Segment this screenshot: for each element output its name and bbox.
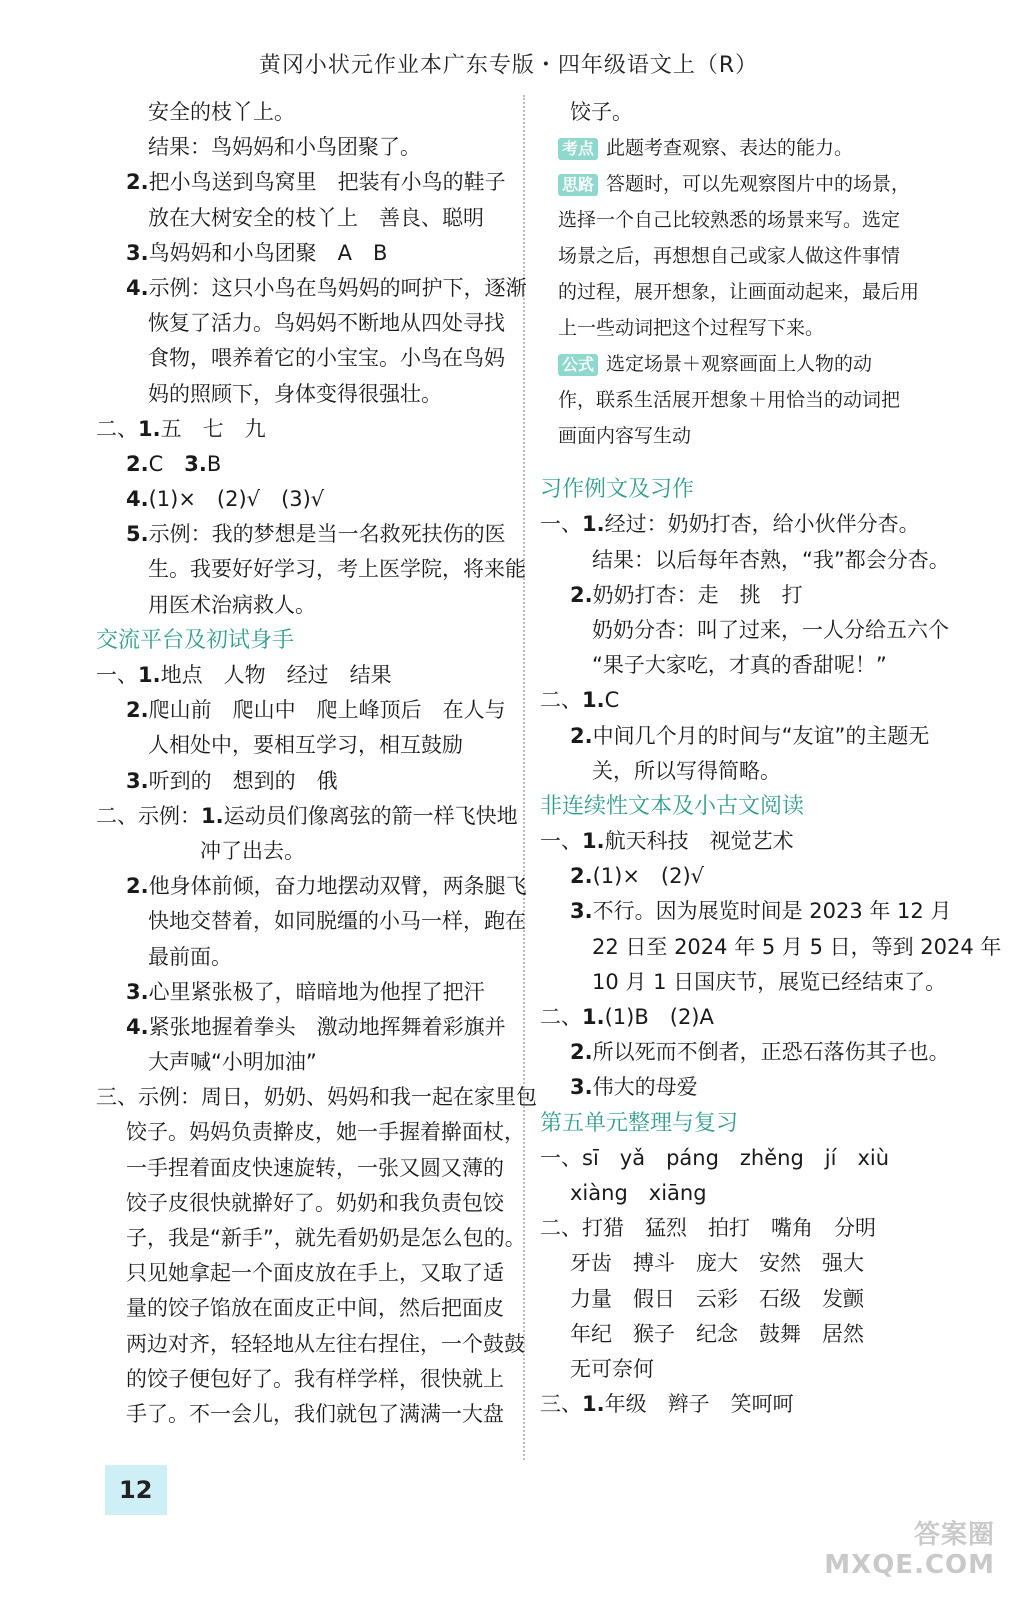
item-number: 1.	[582, 1392, 605, 1417]
left-line	[96, 588, 506, 623]
right-line	[540, 1141, 960, 1176]
line-text: 结果：以后每年杏熟，“我”都会分杏。	[592, 547, 950, 572]
left-line	[96, 517, 506, 552]
right-line	[540, 1352, 960, 1387]
tip-line	[540, 202, 960, 238]
right-line	[540, 1035, 960, 1070]
left-line	[96, 1362, 506, 1397]
left-line	[96, 1327, 525, 1362]
right-line	[540, 1211, 960, 1246]
heading-text: 交流平台及初试身手	[96, 627, 295, 653]
section-heading	[540, 1106, 960, 1141]
left-line	[96, 341, 506, 376]
right-line	[540, 1000, 960, 1035]
line-text: 力量 假日 云彩 石级 发颤	[570, 1286, 864, 1311]
section-marker: 一、	[96, 663, 138, 687]
right-line	[540, 824, 960, 859]
item-number: 3.	[184, 451, 207, 476]
line-text: 伟大的母爱	[592, 1075, 698, 1100]
line-text: 一手捏着面皮快速旋转，一张又圆又薄的	[126, 1155, 504, 1180]
left-line	[96, 693, 506, 728]
tips-box	[540, 130, 960, 454]
line-text: 生。我要好好学习，考上医学院，将来能	[148, 557, 526, 582]
line-text: 把小鸟送到鸟窝里 把装有小鸟的鞋子	[148, 170, 506, 195]
left-line	[96, 799, 518, 834]
right-line	[540, 648, 960, 683]
left-line	[96, 1151, 506, 1186]
line-text: (1)× (2)√	[592, 864, 705, 889]
line-text: 关，所以写得简略。	[592, 758, 781, 783]
section-marker: 二、	[96, 803, 138, 828]
item-number: 3.	[126, 979, 149, 1004]
right-line	[540, 683, 960, 718]
line-text: 食物，喂养着它的小宝宝。小鸟在鸟妈	[148, 346, 505, 371]
tip-text: 答题时，可以先观察图片中的场景，	[606, 173, 911, 196]
line-text: 冲了出去。	[200, 838, 305, 863]
line-text: 年级 辫子 笑呵呵	[604, 1392, 794, 1417]
line-text: 结果：鸟妈妈和小鸟团聚了。	[148, 135, 421, 160]
tip-line	[540, 346, 960, 382]
left-line	[96, 552, 526, 587]
left-line	[96, 904, 526, 939]
tip-text: 画面内容写生动	[558, 425, 692, 448]
line-text: 打猎 猛烈 拍打 嘴角 分明	[582, 1216, 876, 1241]
line-text: 五 七 九	[160, 416, 266, 441]
right-line	[540, 930, 1002, 965]
left-line	[96, 975, 506, 1010]
line-text: 经过：奶奶打杏，给小伙伴分杏。	[604, 512, 920, 537]
tip-tag: 公式	[558, 354, 598, 376]
line-text: 示例：这只小鸟在鸟妈妈的呵护下，逐渐	[148, 275, 527, 300]
item-number: 4.	[126, 275, 149, 300]
item-number: 2.	[570, 582, 593, 607]
left-line	[96, 95, 506, 130]
line-text: (1)B (2)A	[604, 1005, 714, 1029]
line-text: 人相处中，要相互学习，相互鼓励	[148, 733, 463, 758]
section-marker: 三、	[96, 1085, 138, 1110]
left-column	[96, 95, 537, 1432]
line-text: 奶奶分杏：叫了过来，一人分给五六个	[592, 617, 949, 642]
line-text: 示例：我的梦想是当一名救死扶伤的医	[148, 522, 506, 547]
line-text: 放在大树安全的枝丫上 善良、聪明	[148, 205, 484, 230]
item-number: 1.	[582, 829, 605, 854]
right-line	[540, 613, 960, 648]
tip-text: 此题考查观察、表达的能力。	[606, 137, 854, 160]
right-column	[540, 95, 1002, 1422]
line-text: 子，我是“新手”，就先看奶奶是怎么包的。	[126, 1226, 526, 1250]
line-text: 鸟妈妈和小鸟团聚 A B	[148, 240, 388, 265]
left-line	[96, 1045, 506, 1080]
line-text: 安全的枝丫上。	[148, 100, 295, 124]
tip-text: 场景之后，再想想自己或家人做这件事情	[558, 245, 901, 268]
left-line	[96, 869, 527, 904]
item-number: 3.	[570, 1075, 593, 1100]
line-text: 地点 人物 经过 结果	[160, 663, 392, 687]
section-marker: 二、	[540, 688, 582, 713]
left-line	[96, 1115, 525, 1150]
watermark-line1: 答案圈	[913, 1520, 995, 1550]
item-number: 5.	[126, 522, 149, 547]
watermark-line2: MXQE.COM	[824, 1550, 995, 1580]
left-line	[96, 412, 506, 447]
left-line	[96, 236, 506, 271]
right-line	[540, 578, 960, 613]
line-text: 饺子皮很快就擀好了。奶奶和我负责包饺	[126, 1190, 504, 1215]
left-line	[96, 1397, 506, 1432]
left-line	[96, 271, 527, 306]
item-number: 1.	[582, 512, 605, 537]
item-number: 2.	[126, 698, 149, 723]
right-line	[540, 543, 960, 578]
right-line	[540, 719, 960, 754]
section-marker: 一、	[540, 512, 582, 537]
tip-text: 选定场景＋观察画面上人物的动	[606, 353, 873, 376]
line-text: 他身体前倾，奋力地摆动双臂，两条腿飞	[148, 874, 527, 899]
item-number: 1.	[582, 688, 605, 713]
line-text: 所以死而不倒者，正恐石落伤其子也。	[592, 1040, 950, 1065]
item-number: 1.	[201, 803, 224, 828]
item-number: 2.	[126, 170, 149, 195]
line-text: 示例：周日，奶奶、妈妈和我一起在家里包	[138, 1085, 537, 1110]
section-marker: 三、	[540, 1392, 582, 1417]
left-line	[96, 377, 506, 412]
item-number: 2.	[126, 451, 149, 476]
item-number: 3.	[126, 768, 149, 793]
left-line	[96, 940, 506, 975]
tip-text: 选择一个自己比较熟悉的场景来写。选定	[558, 209, 901, 232]
item-number: 1.	[582, 1005, 605, 1029]
tip-tag: 思路	[558, 174, 598, 196]
line-text: 恢复了活力。鸟妈妈不断地从四处寻找	[148, 311, 505, 336]
right-line	[540, 1282, 960, 1317]
item-number: 2.	[126, 874, 149, 899]
tip-text: 的过程，展开想象，让画面动起来，最后用	[558, 281, 920, 304]
section-heading	[540, 789, 960, 824]
line-text: 运动员们像离弦的箭一样飞快地	[223, 803, 518, 828]
line-text: 10 月 1 日国庆节，展览已经结束了。	[592, 969, 947, 994]
tip-text: 上一些动词把这个过程写下来。	[558, 317, 825, 340]
line-text: 量的饺子馅放在面皮正中间，然后把面皮	[126, 1296, 504, 1321]
section-heading	[96, 623, 506, 658]
right-line	[540, 1070, 960, 1105]
line-text: 不行。因为展览时间是 2023 年 12 月	[592, 899, 952, 924]
tip-line	[540, 238, 960, 274]
line-text: 大声喊“小明加油”	[148, 1050, 317, 1075]
left-line	[96, 447, 506, 482]
line-text: 22 日至 2024 年 5 月 5 日，等到 2024 年	[592, 934, 1002, 959]
item-number: 2.	[570, 864, 593, 889]
line-text: 奶奶打杏：走 挑 打	[592, 582, 803, 607]
section-marker: 二、	[96, 416, 138, 441]
line-text: 爬山前 爬山中 爬上峰顶后 在人与	[148, 698, 506, 723]
line-text: C	[604, 688, 620, 713]
right-line	[540, 754, 960, 789]
item-number: 4.	[126, 1014, 149, 1039]
left-line	[96, 201, 506, 236]
item-number: 4.	[126, 487, 149, 512]
left-line	[96, 1080, 537, 1115]
right-line	[540, 507, 960, 542]
left-line	[96, 834, 506, 869]
section-marker: 一、	[540, 1145, 582, 1170]
line-text: 航天科技 视觉艺术	[604, 829, 794, 854]
running-header: 黄冈小状元作业本广东专版・四年级语文上（R）	[258, 53, 759, 78]
left-line	[96, 1010, 506, 1045]
line-text: xiàng xiāng	[570, 1180, 707, 1205]
right-line	[540, 1387, 960, 1422]
item-number: 3.	[126, 240, 149, 265]
line-text: 牙齿 搏斗 庞大 安然 强大	[570, 1251, 864, 1276]
right-line	[540, 1246, 960, 1281]
line-text: (1)× (2)√ (3)√	[148, 487, 325, 512]
right-line	[540, 859, 960, 894]
heading-text: 第五单元整理与复习	[540, 1110, 739, 1136]
line-text: 紧张地握着拳头 激动地挥舞着彩旗并	[148, 1014, 506, 1039]
left-line	[96, 306, 506, 341]
section-marker: 一、	[540, 829, 582, 854]
left-line	[96, 165, 506, 200]
watermark	[824, 1520, 995, 1580]
line-text: 听到的 想到的 俄	[148, 768, 338, 793]
item-number: 3.	[570, 899, 593, 924]
tip-tag: 考点	[558, 138, 598, 160]
left-line	[96, 1221, 526, 1256]
line-text: 手了。不一会儿，我们就包了满满一大盘	[126, 1401, 504, 1426]
left-line	[96, 482, 506, 517]
left-line	[96, 130, 506, 165]
section-marker: 二、	[540, 1005, 582, 1029]
line-text: C	[148, 451, 185, 476]
item-number: 1.	[138, 663, 161, 687]
line-text: 中间几个月的时间与“友谊”的主题无	[592, 723, 930, 748]
left-line	[96, 1256, 506, 1291]
line-text: 年纪 猴子 纪念 鼓舞 居然	[570, 1321, 864, 1346]
tip-line	[540, 274, 960, 310]
section-marker: 二、	[540, 1216, 582, 1241]
line-text: “果子大家吃，才真的香甜呢！”	[592, 653, 887, 678]
heading-text: 习作例文及习作	[540, 477, 695, 503]
tip-line	[540, 130, 960, 166]
line-text: 妈的照顾下，身体变得很强壮。	[148, 381, 442, 406]
line-text: 快地交替着，如同脱缰的小马一样，跑在	[148, 909, 526, 934]
left-line	[96, 1291, 506, 1326]
tip-text: 作，联系生活展开想象＋用恰当的动词把	[558, 389, 901, 412]
left-line	[96, 1186, 506, 1221]
left-line	[96, 728, 506, 763]
right-line	[540, 1176, 960, 1211]
line-text: 无可奈何	[570, 1356, 654, 1381]
tip-line	[540, 418, 960, 454]
tip-line	[540, 382, 960, 418]
left-line	[96, 764, 506, 799]
page-number: 12	[105, 1465, 167, 1515]
right-line	[540, 95, 960, 130]
item-number: 2.	[570, 723, 593, 748]
line-text: 的饺子便包好了。我有样学样，很快就上	[126, 1366, 504, 1391]
item-number: 2.	[570, 1040, 593, 1065]
section-heading	[540, 472, 960, 507]
right-line	[540, 894, 960, 929]
line-text: sī yǎ páng zhěng jí xiù	[582, 1145, 890, 1170]
line-text: 心里紧张极了，暗暗地为他捏了把汗	[148, 979, 485, 1004]
line-text: 最前面。	[148, 944, 232, 969]
line-text: 两边对齐，轻轻地从左往右捏住，一个鼓鼓	[126, 1331, 525, 1356]
tip-line	[540, 310, 960, 346]
line-text: 饺子。	[570, 100, 633, 124]
line-text: 用医术治病救人。	[148, 592, 316, 617]
tip-line	[540, 166, 960, 202]
item-number: 1.	[138, 416, 161, 441]
left-line	[96, 658, 506, 693]
line-text: B	[206, 451, 222, 476]
line-text: 示例：	[138, 803, 201, 828]
right-line	[540, 1317, 960, 1352]
line-text: 只见她拿起一个面皮放在手上，又取了适	[126, 1261, 504, 1286]
heading-text: 非连续性文本及小古文阅读	[540, 793, 805, 819]
right-line	[540, 965, 960, 1000]
line-text: 饺子。妈妈负责擀皮，她一手握着擀面杖，	[126, 1120, 525, 1145]
